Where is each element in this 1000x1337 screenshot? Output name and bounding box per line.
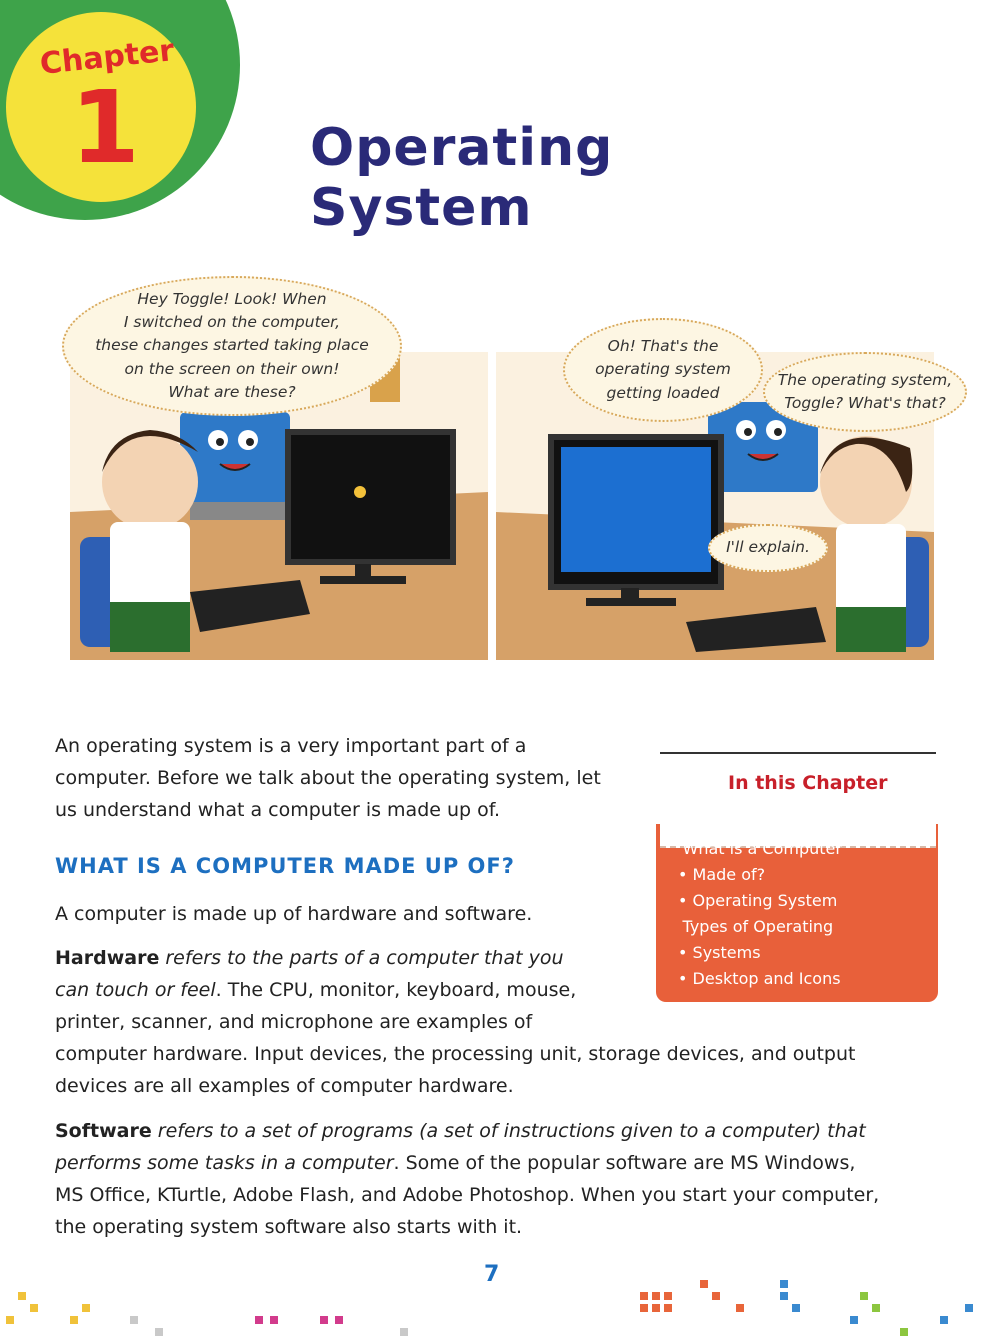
- page-number: 7: [484, 1262, 500, 1287]
- hardware-definition: can touch or feel: [55, 979, 216, 1001]
- bubble-line: operating system: [595, 360, 731, 379]
- decorative-footer-dots: [0, 1270, 1000, 1337]
- text-line: us understand what a computer is made up of.: [55, 799, 501, 821]
- bubble-line: on the screen on their own!: [124, 359, 340, 378]
- text-line: [55, 1147, 955, 1179]
- text-line: [55, 1115, 955, 1147]
- list-item-text: Operating System: [692, 891, 838, 910]
- in-this-chapter-title: In this Chapter: [728, 772, 888, 794]
- bubble-line: Toggle? What's that?: [784, 394, 946, 412]
- list-item: • Operating System: [678, 891, 838, 910]
- list-item-text: Types of Operating Systems: [682, 917, 834, 962]
- page-title: Operating System: [310, 118, 614, 238]
- bubble-line: these changes started taking place: [95, 336, 369, 355]
- software-definition: performs some tasks in a computer: [55, 1152, 394, 1174]
- speech-bubble-toggle: [563, 318, 763, 422]
- speech-bubble-explain: [708, 524, 828, 572]
- text-line: computer. Before we talk about the operating system, let: [55, 767, 601, 789]
- speech-bubble-boy-right: [763, 352, 967, 432]
- text-line: An operating system is a very important part of a: [55, 735, 527, 757]
- software-paragraph: [55, 1115, 955, 1243]
- chapter-label: Chapter: [38, 33, 176, 82]
- text-line: MS Office, KTurtle, Adobe Flash, and Adobe Photoshop. When you start your computer,: [55, 1184, 880, 1206]
- speech-bubble-boy-left: [62, 276, 402, 416]
- bubble-line: Oh! That's the: [607, 337, 719, 356]
- in-this-chapter-list: [676, 836, 873, 992]
- text-span: . Some of the popular software are MS Windows,: [393, 1152, 856, 1174]
- bubble-line: I'll explain.: [726, 538, 810, 557]
- made-up-paragraph: A computer is made up of hardware and software.: [55, 903, 533, 925]
- software-definition: refers to a set of programs (a set of instructions given to a computer) that: [157, 1120, 866, 1142]
- bubble-line: I switched on the computer,: [123, 313, 341, 332]
- text-line: computer hardware. Input devices, the processing unit, storage devices, and output: [55, 1043, 856, 1065]
- bubble-line: getting loaded: [606, 383, 720, 402]
- hardware-term: Hardware: [55, 947, 160, 969]
- list-item-text: Desktop and Icons: [692, 969, 841, 988]
- text-line: devices are all examples of computer hardware.: [55, 1075, 514, 1097]
- in-this-chapter-box: [656, 752, 938, 1002]
- intro-paragraph: [55, 730, 601, 826]
- chapter-number: 1: [70, 69, 140, 186]
- software-term: Software: [55, 1120, 152, 1142]
- section-heading: WHAT IS A COMPUTER MADE UP OF?: [55, 854, 515, 878]
- text-line: the operating system software also starts with it.: [55, 1216, 523, 1238]
- bubble-line: The operating system,: [777, 370, 953, 389]
- bubble-line: Hey Toggle! Look! When: [137, 289, 327, 308]
- torn-paper-header: [660, 752, 936, 848]
- list-item: • What is a Computer Made of?: [676, 836, 873, 888]
- list-item-text: What is a Computer Made of?: [682, 839, 842, 884]
- list-item: • Desktop and Icons: [678, 969, 841, 988]
- hardware-definition: refers to the parts of a computer that you: [165, 947, 564, 969]
- text-line: printer, scanner, and microphone are examples of: [55, 1011, 533, 1033]
- list-item: • Types of Operating Systems: [676, 914, 873, 966]
- bubble-line: What are these?: [168, 382, 296, 401]
- text-span: . The CPU, monitor, keyboard, mouse,: [215, 979, 577, 1001]
